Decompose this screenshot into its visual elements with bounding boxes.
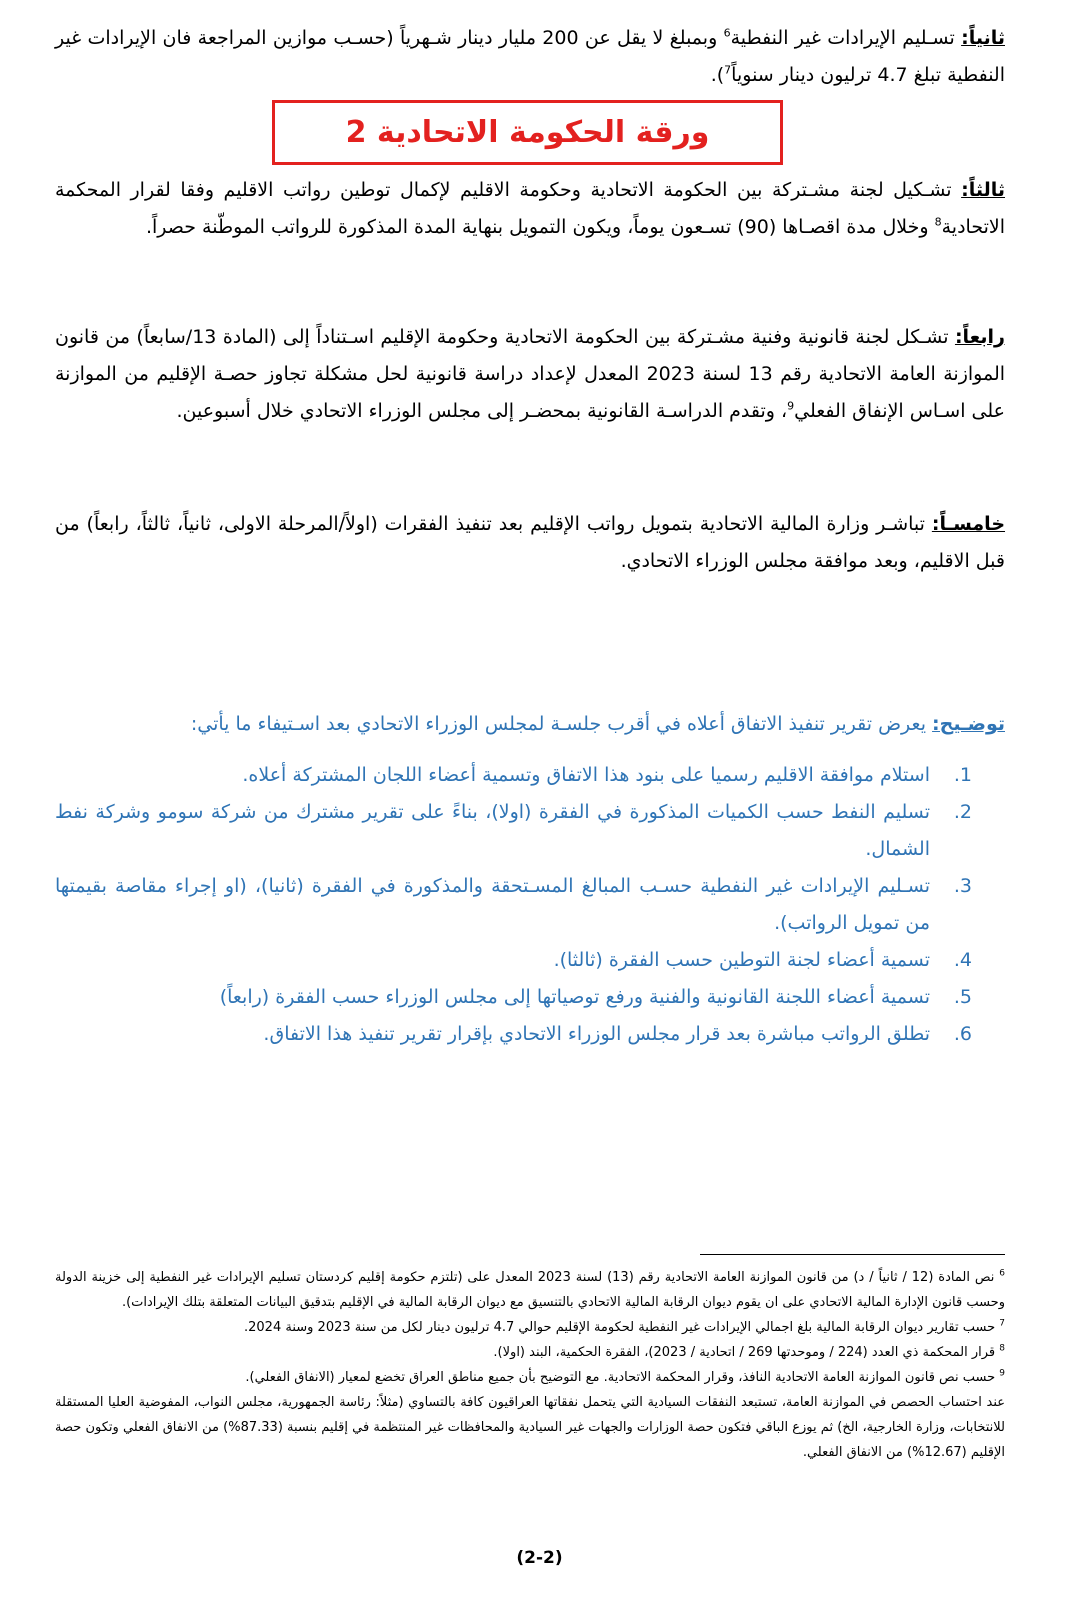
page-number: (2-2) xyxy=(516,1548,563,1568)
government-paper-heading: ورقة الحكومة الاتحادية 2 xyxy=(272,100,783,165)
footnote-number: 9 xyxy=(999,1368,1005,1379)
list-item-text: تسليم النفط حسب الكميات المذكورة في الفقرة (اولا)، بناءً على تقرير مشترك من شركة سومو وشركة نفط الشمال. xyxy=(55,801,930,860)
footnote-ref-8: 8 xyxy=(934,215,942,229)
footnote-text: نص المادة (12 / ثانياً / د) من قانون الموازنة العامة الاتحادية رقم (13) لسنة 2023 المعدل على (تلتزم حكومة إقليم كردستان تسليم الإيرادات غير النفطية إلى خزينة الدولة وحسب قانون الإدارة المالية الاتحادي على ان يقوم ديوان الرقابة المالية الاتحادي بالتنسيق مع ديوان الرقابة المالية في الإقليم بتدقيق البيانات المتعلقة بتلك الإيرادات). xyxy=(55,1270,1005,1310)
section-third-label: ثالثاً: xyxy=(961,179,1005,201)
clarification-list xyxy=(55,757,1005,1053)
footnotes xyxy=(55,1254,1005,1465)
section-fifth-label: خامسـاً: xyxy=(931,513,1006,535)
section-third xyxy=(55,172,1005,246)
footnote-separator xyxy=(700,1254,1005,1255)
list-item-number: 3. xyxy=(953,875,972,897)
list-item-number: 4. xyxy=(953,949,972,971)
list-item-number: 6. xyxy=(953,1023,972,1045)
footnote-text: قرار المحكمة ذي العدد (224 / وموحدتها 269 / اتحادية / 2023)، الفقرة الحكمية، البند (اولا). xyxy=(493,1345,996,1360)
footnote-number: 7 xyxy=(999,1318,1005,1329)
footnote-text: حسب تقارير ديوان الرقابة المالية بلغ اجمالي الإيرادات غير النفطية لحكومة الإقليم حوالي 4.7 ترليون دينار لكل من سنة 2023 وسنة 2024. xyxy=(243,1320,996,1335)
footnote-7 xyxy=(55,1315,1005,1340)
footnote-9-continuation: عند احتساب الحصص في الموازنة العامة، تستبعد النفقات السيادية التي يتحمل نفقاتها العراقيون كافة بالتساوي (مثلاً: رئاسة الجمهورية، مجلس النواب، المفوضية العليا المستقلة للانتخابات، وزارة الخارجية، الخ) ثم يوزع الباقي فتكون حصة الوزارات والجهات غير السيادية والمحافظات غير المنتظمة في إقليم بنسبة (87.33%) من الانفاق الفعلي وتكون حصة الإقليم (12.67%) من الانفاق الفعلي. xyxy=(55,1395,1005,1460)
list-item xyxy=(55,868,972,942)
list-item xyxy=(55,794,972,868)
section-fourth-label: رابعاً: xyxy=(954,326,1005,348)
document-body xyxy=(55,20,1005,1053)
section-third-text: تشـكيل لجنة مشـتركة بين الحكومة الاتحادية وحكومة الاقليم لإكمال توطين رواتب الاقليم وفقا لقرار المحكمة الاتحادية xyxy=(55,179,1005,238)
section-second-label: ثانياً: xyxy=(961,27,1005,49)
list-item-number: 5. xyxy=(953,986,972,1008)
list-item xyxy=(55,757,972,794)
section-third-text-cont: وخلال مدة اقصـاها (90) تسـعون يوماً، ويكون التمويل بنهاية المدة المذكورة للرواتب الموطّنة حصراً. xyxy=(145,216,935,238)
section-fifth xyxy=(55,506,1005,580)
list-item xyxy=(55,1016,972,1053)
section-fifth-text: تباشـر وزارة المالية الاتحادية بتمويل رواتب الإقليم بعد تنفيذ الفقرات (اولاً/المرحلة الاولى، ثانياً، ثالثاً، رابعاً) من قبل الاقليم، وبعد موافقة مجلس الوزراء الاتحادي. xyxy=(55,513,1005,572)
section-fourth xyxy=(55,319,1005,430)
footnote-6 xyxy=(55,1265,1005,1315)
section-second xyxy=(55,20,1005,94)
section-second-text: تسـليم الإيرادات غير النفطية xyxy=(730,27,955,49)
list-item-text: استلام موافقة الاقليم رسميا على بنود هذا الاتفاق وتسمية أعضاء اللجان المشتركة أعلاه. xyxy=(242,764,930,786)
section-fourth-text-cont: ، وتقدم الدراسـة القانونية بمحضـر إلى مجلس الوزراء الاتحادي خلال أسبوعين. xyxy=(176,400,788,422)
section-second-text-end: ). xyxy=(710,64,725,86)
footnote-ref-7: 7 xyxy=(724,63,732,77)
list-item xyxy=(55,942,972,979)
list-item-text: تسمية أعضاء لجنة التوطين حسب الفقرة (ثالثا). xyxy=(553,949,930,971)
footnote-number: 6 xyxy=(999,1268,1006,1279)
clarification-text: يعرض تقرير تنفيذ الاتفاق أعلاه في أقرب جلسـة لمجلس الوزراء الاتحادي بعد اسـتيفاء ما يأتي: xyxy=(190,713,926,735)
list-item-number: 1. xyxy=(953,764,972,786)
footnote-8 xyxy=(55,1340,1005,1365)
list-item-text: تطلق الرواتب مباشرة بعد قرار مجلس الوزراء الاتحادي بإقرار تقرير تنفيذ هذا الاتفاق. xyxy=(263,1023,930,1045)
section-second-text-cont: وبمبلغ لا يقل عن 200 مليار دينار شـهرياً (حسـب موازين المراجعة فان الإيرادات غير النفطية تبلغ 4.7 ترليون دينار سنوياً xyxy=(55,27,1005,86)
footnote-ref-6: 6 xyxy=(723,26,731,40)
list-item-number: 2. xyxy=(953,801,972,823)
list-item-text: تسـليم الإيرادات غير النفطية حسـب المبالغ المسـتحقة والمذكورة في الفقرة (ثانيا)، (او إجراء مقاصة بقيمتها من تمويل الرواتب). xyxy=(55,875,930,934)
footnote-ref-9: 9 xyxy=(787,399,795,413)
clarification xyxy=(55,706,1005,743)
footnote-number: 8 xyxy=(999,1343,1005,1354)
section-fourth-text: تشـكل لجنة قانونية وفنية مشـتركة بين الحكومة الاتحادية وحكومة الإقليم اسـتناداً إلى (المادة 13/سابعاً) من قانون الموازنة العامة الاتحادية رقم 13 لسنة 2023 المعدل لإعداد دراسة قانونية لحل مشكلة تجاوز حصـة الإقليم من الموازنة على اسـاس الإنفاق الفعلي xyxy=(55,326,1006,422)
clarification-label: توضـيح: xyxy=(932,713,1005,735)
footnote-9 xyxy=(55,1365,1005,1390)
list-item xyxy=(55,979,972,1016)
footnote-text: حسب نص قانون الموازنة العامة الاتحادية النافذ، وقرار المحكمة الاتحادية. مع التوضيح بأن جميع مناطق العراق تخضع لمعيار (الانفاق الفعلي). xyxy=(245,1370,996,1385)
list-item-text: تسمية أعضاء اللجنة القانونية والفنية ورفع توصياتها إلى مجلس الوزراء حسب الفقرة (رابعاً) xyxy=(219,986,930,1008)
